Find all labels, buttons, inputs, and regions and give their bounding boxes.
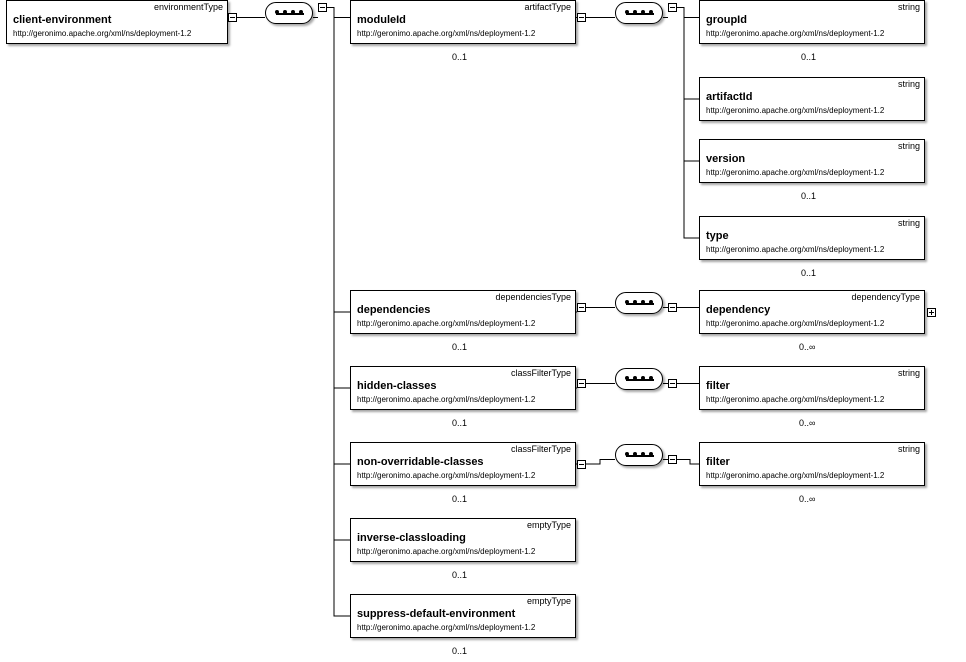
node-name: dependency xyxy=(706,304,771,316)
node-filter-hidden[interactable] xyxy=(699,366,925,410)
node-namespace: http://geronimo.apache.org/xml/ns/deployment-1.2 xyxy=(706,319,885,328)
sequence-dot xyxy=(641,376,645,380)
cardinality-groupId: 0..1 xyxy=(801,52,817,62)
node-inverse-classloading[interactable] xyxy=(350,518,576,562)
cardinality-hidden-classes: 0..1 xyxy=(452,418,468,428)
node-dependencies[interactable] xyxy=(350,290,576,334)
node-namespace: http://geronimo.apache.org/xml/ns/deployment-1.2 xyxy=(357,29,536,38)
node-type-label: string xyxy=(897,79,920,89)
node-hidden-classes[interactable] xyxy=(350,366,576,410)
node-name: client-environment xyxy=(13,14,112,26)
node-suppress-default-environment[interactable] xyxy=(350,594,576,638)
cardinality-filter-nonoverridable: 0..∞ xyxy=(799,494,816,504)
sequence-dot xyxy=(633,452,637,456)
sequence-symbol-dependencies[interactable] xyxy=(615,292,663,314)
collapse-icon-hidden-classes[interactable] xyxy=(577,379,586,388)
cardinality-non-overridable-classes: 0..1 xyxy=(452,494,468,504)
sequence-dot xyxy=(649,300,653,304)
node-type-label: string xyxy=(897,141,920,151)
sequence-symbol-moduleid[interactable] xyxy=(615,2,663,24)
node-type-label: string xyxy=(897,368,920,378)
node-namespace: http://geronimo.apache.org/xml/ns/deployment-1.2 xyxy=(706,471,885,480)
cardinality-filter-hidden: 0..∞ xyxy=(799,418,816,428)
sequence-dot xyxy=(641,10,645,14)
node-name: suppress-default-environment xyxy=(357,608,516,620)
sequence-dot xyxy=(649,376,653,380)
expand-icon-dependency[interactable] xyxy=(927,308,936,317)
sequence-dot xyxy=(633,300,637,304)
collapse-icon-moduleId[interactable] xyxy=(577,13,586,22)
node-name: filter xyxy=(706,456,730,468)
node-namespace: http://geronimo.apache.org/xml/ns/deployment-1.2 xyxy=(706,245,885,254)
node-name: inverse-classloading xyxy=(357,532,466,544)
node-filter-nonoverridable[interactable] xyxy=(699,442,925,486)
node-type-label: environmentType xyxy=(153,2,223,12)
cardinality-dependencies: 0..1 xyxy=(452,342,468,352)
node-name: type xyxy=(706,230,729,242)
cardinality-inverse-classloading: 0..1 xyxy=(452,570,468,580)
collapse-icon-sequence-hidden-classes[interactable] xyxy=(668,379,677,388)
sequence-dot xyxy=(275,10,279,14)
node-type-label: dependencyType xyxy=(851,292,920,302)
node-namespace: http://geronimo.apache.org/xml/ns/deployment-1.2 xyxy=(357,471,536,480)
node-name: non-overridable-classes xyxy=(357,456,484,468)
node-namespace: http://geronimo.apache.org/xml/ns/deployment-1.2 xyxy=(706,106,885,115)
node-namespace: http://geronimo.apache.org/xml/ns/deployment-1.2 xyxy=(13,29,192,38)
collapse-icon-sequence-root[interactable] xyxy=(318,3,327,12)
node-namespace: http://geronimo.apache.org/xml/ns/deployment-1.2 xyxy=(706,395,885,404)
node-namespace: http://geronimo.apache.org/xml/ns/deployment-1.2 xyxy=(706,168,885,177)
node-name: groupId xyxy=(706,14,747,26)
sequence-dot xyxy=(283,10,287,14)
cardinality-suppress-default-environment: 0..1 xyxy=(452,646,468,656)
cardinality-moduleId: 0..1 xyxy=(452,52,468,62)
node-type-label: artifactType xyxy=(524,2,571,12)
sequence-dot xyxy=(633,376,637,380)
collapse-icon-client-environment[interactable] xyxy=(228,13,237,22)
sequence-dot xyxy=(625,376,629,380)
sequence-dot xyxy=(291,10,295,14)
node-name: hidden-classes xyxy=(357,380,437,392)
cardinality-type: 0..1 xyxy=(801,268,817,278)
sequence-dot xyxy=(649,452,653,456)
node-type-label: classFilterType xyxy=(510,368,571,378)
node-type-label: string xyxy=(897,218,920,228)
sequence-symbol-non-overridable-classes[interactable] xyxy=(615,444,663,466)
sequence-dot xyxy=(299,10,303,14)
sequence-dot xyxy=(625,300,629,304)
node-non-overridable-classes[interactable] xyxy=(350,442,576,486)
node-name: artifactId xyxy=(706,91,753,103)
node-name: dependencies xyxy=(357,304,431,316)
node-groupId[interactable] xyxy=(699,0,925,44)
node-type-label: string xyxy=(897,444,920,454)
sequence-dot xyxy=(649,10,653,14)
collapse-icon-sequence-dependencies[interactable] xyxy=(668,303,677,312)
node-namespace: http://geronimo.apache.org/xml/ns/deployment-1.2 xyxy=(357,623,536,632)
node-type-label: string xyxy=(897,2,920,12)
sequence-dot xyxy=(625,452,629,456)
sequence-dot xyxy=(641,452,645,456)
sequence-dot xyxy=(625,10,629,14)
node-type-label: emptyType xyxy=(526,520,571,530)
node-version[interactable] xyxy=(699,139,925,183)
node-moduleId[interactable] xyxy=(350,0,576,44)
node-name: filter xyxy=(706,380,730,392)
sequence-dot xyxy=(641,300,645,304)
node-type[interactable] xyxy=(699,216,925,260)
node-type-label: dependenciesType xyxy=(495,292,571,302)
node-namespace: http://geronimo.apache.org/xml/ns/deployment-1.2 xyxy=(357,395,536,404)
sequence-dot xyxy=(633,10,637,14)
node-type-label: emptyType xyxy=(526,596,571,606)
node-name: moduleId xyxy=(357,14,406,26)
sequence-symbol-hidden-classes[interactable] xyxy=(615,368,663,390)
collapse-icon-non-overridable-classes[interactable] xyxy=(577,460,586,469)
node-namespace: http://geronimo.apache.org/xml/ns/deployment-1.2 xyxy=(357,547,536,556)
node-artifactId[interactable] xyxy=(699,77,925,121)
collapse-icon-sequence-non-overridable-classes[interactable] xyxy=(668,455,677,464)
node-dependency[interactable] xyxy=(699,290,925,334)
node-type-label: classFilterType xyxy=(510,444,571,454)
node-namespace: http://geronimo.apache.org/xml/ns/deployment-1.2 xyxy=(706,29,885,38)
node-namespace: http://geronimo.apache.org/xml/ns/deployment-1.2 xyxy=(357,319,536,328)
node-client-environment[interactable] xyxy=(6,0,228,44)
cardinality-version: 0..1 xyxy=(801,191,817,201)
node-name: version xyxy=(706,153,746,165)
sequence-symbol-root[interactable] xyxy=(265,2,313,24)
collapse-icon-sequence-moduleid[interactable] xyxy=(668,3,677,12)
collapse-icon-dependencies[interactable] xyxy=(577,303,586,312)
cardinality-dependency: 0..∞ xyxy=(799,342,816,352)
